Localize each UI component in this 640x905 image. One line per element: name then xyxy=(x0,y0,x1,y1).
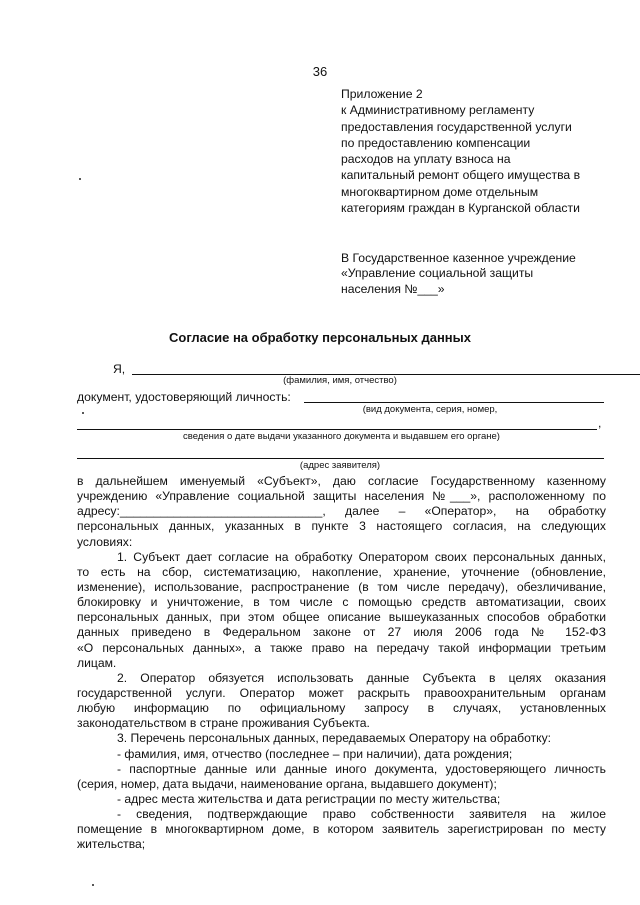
clause-2-line: законодательством в стране проживания Субъекта. xyxy=(77,716,370,731)
clause-1-line: блокировку и уничтожение, в том числе с помощью средств автоматизации, своих xyxy=(77,595,606,610)
clause-2-line: любую информацию по официальному запросу в случаях, установленных xyxy=(77,701,606,716)
attachment-header xyxy=(341,86,601,216)
attachment-line: расходов на уплату взноса на xyxy=(341,152,511,167)
clause-1-line: 1. Субъект дает согласие на обработку Оператором своих персональных данных, xyxy=(117,549,606,564)
document-title: Согласие на обработку персональных данных xyxy=(168,330,471,345)
clause-1-line: персональных данных, при этом общее описание вышеуказанных способов обработки xyxy=(77,610,606,625)
clause-3-item: - паспортные данные или данные иного документа, удостоверяющего личность xyxy=(117,761,606,776)
addressee-line: населения №___» xyxy=(341,281,445,296)
body-line: условиях: xyxy=(77,534,133,549)
fio-label: Я, xyxy=(113,362,126,376)
attachment-line: Приложение 2 xyxy=(341,87,423,101)
scan-speck xyxy=(82,412,84,414)
clause-1-line: изменение), использование, распространение (в том числе передачу), обезличивание, xyxy=(77,579,606,594)
clause-1-line: лицам. xyxy=(77,655,117,670)
body-line: адресу:______________________________, далее – «Оператор», на обработку xyxy=(77,504,606,519)
address-caption: (адрес заявителя) xyxy=(299,460,381,471)
address-field-line[interactable] xyxy=(77,458,604,459)
issue-comma: , xyxy=(598,416,602,430)
clause-2-line: государственной услуги. Оператор может раскрыть правоохранительным органам xyxy=(77,685,606,700)
body-line: учреждению «Управление социальной защиты населения №___», расположенному по xyxy=(77,489,606,504)
attachment-line: категориям граждан в Курганской области xyxy=(341,201,580,216)
clause-3-item: - фамилия, имя, отчество (последнее – при наличии), дата рождения; xyxy=(117,746,513,761)
clause-1-line: данных приведено в Федеральном законе от 27 июля 2006 года № 152-ФЗ xyxy=(77,625,606,640)
body-line: персональных данных, указанных в пункте 3 настоящего согласия, на следующих xyxy=(77,519,606,534)
page-number: 36 xyxy=(312,64,328,79)
clause-1-line: «О персональных данных», а также право на передачу такой информации третьим xyxy=(77,640,606,655)
issue-field-line[interactable] xyxy=(77,429,597,430)
attachment-line: капитальный ремонт общего имущества в xyxy=(341,168,581,183)
identity-document-field-line[interactable] xyxy=(304,402,604,403)
attachment-line: по предоставлению компенсации xyxy=(341,135,531,150)
clause-3-item: - сведения, подтверждающие право собственности заявителя на жилое xyxy=(117,807,606,822)
identity-document-label: документ, удостоверяющий личность: xyxy=(77,390,291,404)
clause-3-line: 3. Перечень персональных данных, передаваемых Оператору на обработку: xyxy=(117,731,552,746)
clause-2-line: 2. Оператор обязуется использовать данные Субъекта в целях оказания xyxy=(117,670,606,685)
attachment-line: предоставления государственной услуги xyxy=(341,119,572,134)
scan-speck xyxy=(79,178,81,180)
clause-1-line: то есть на сбор, систематизацию, накопление, хранение, уточнение (обновление, xyxy=(77,564,606,579)
clause-3-item: (серия, номер, дата выдачи, наименование органа, выдавшего документ); xyxy=(77,776,497,791)
consent-body xyxy=(77,474,606,853)
clause-3-item: - адрес места жительства и дата регистрации по месту жительства; xyxy=(117,791,501,806)
clause-3-item: жительства; xyxy=(77,837,146,852)
identity-document-caption: (вид документа, серия, номер, xyxy=(362,404,498,415)
clause-3-item: помещение в многоквартирном доме, в котором заявитель зарегистрирован по месту xyxy=(77,822,606,837)
attachment-line: к Административному регламенту xyxy=(341,103,535,118)
addressee-line: В Государственное казенное учреждение xyxy=(341,251,576,265)
addressee-line: «Управление социальной защиты xyxy=(341,266,534,281)
issue-caption: сведения о дате выдачи указанного документа и выдавшем его органе) xyxy=(183,431,500,442)
addressee-block xyxy=(341,251,601,297)
scan-speck xyxy=(92,884,94,886)
fio-caption: (фамилия, имя, отчество) xyxy=(283,375,397,386)
attachment-line: многоквартирном доме отдельным xyxy=(341,184,539,199)
body-line: в дальнейшем именуемый «Субъект», даю согласие Государственному казенному xyxy=(77,474,606,488)
